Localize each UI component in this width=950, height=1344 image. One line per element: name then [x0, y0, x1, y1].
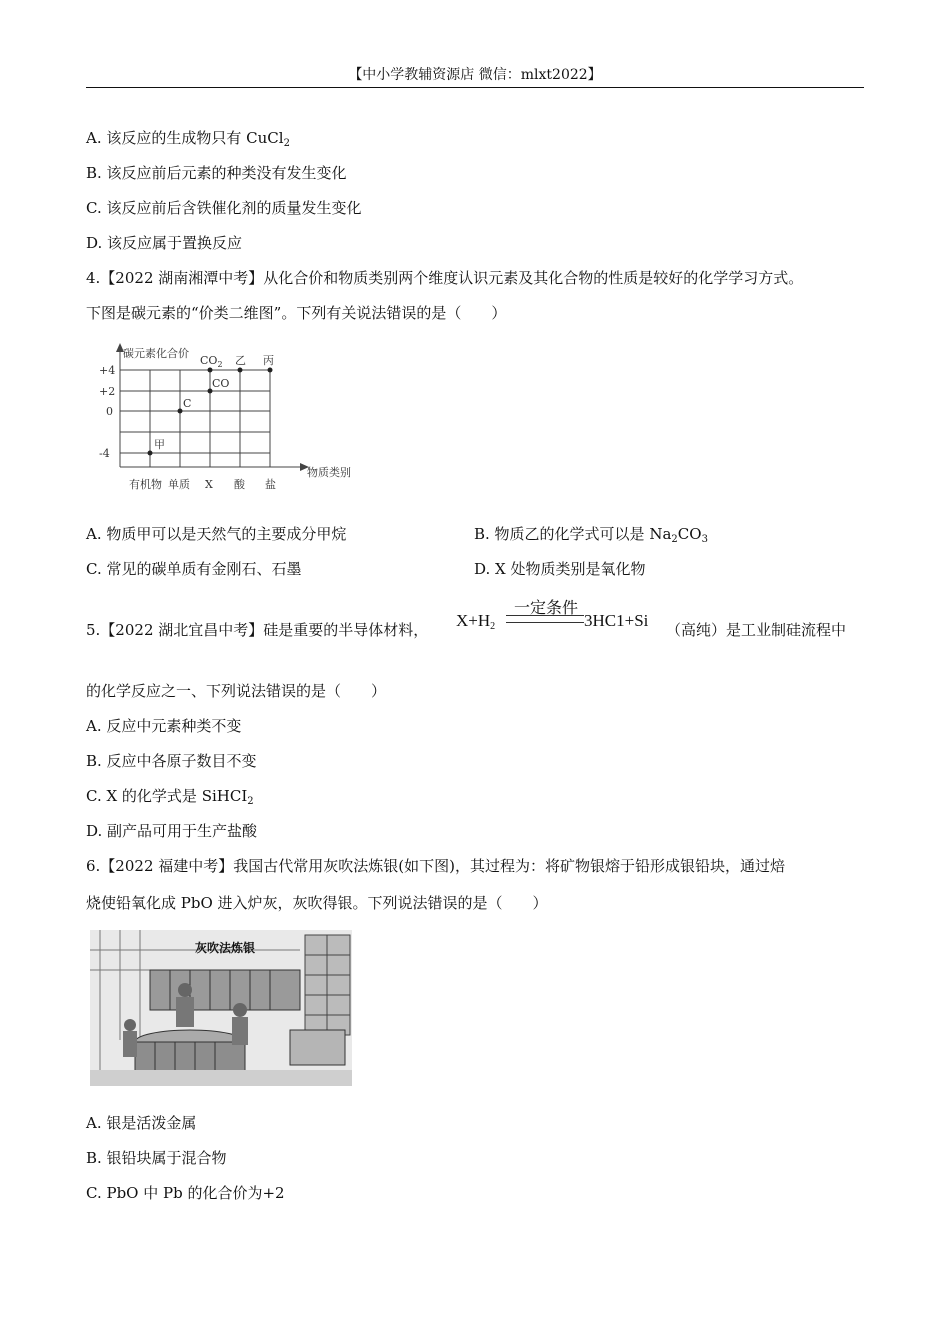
y-tick: 0 — [106, 405, 113, 418]
equation-equals — [506, 615, 584, 623]
q4-stem-line1: 4.【2022 湖南湘潭中考】从化合价和物质类别两个维度认识元素及其化合物的性质是较好的化学学习方式。 — [86, 269, 804, 287]
y-axis-label: 碳元素化合价 — [123, 347, 189, 360]
valence-category-chart — [95, 340, 375, 500]
q6-option-b: B. 银铅块属于混合物 — [86, 1149, 227, 1167]
point-c — [178, 409, 183, 414]
q3-option-a: A. 该反应的生成物只有 CuCl$_2$ — [86, 129, 290, 149]
y-tick: +2 — [99, 385, 116, 398]
equation-lhs: $X+H_2$ — [456, 611, 496, 632]
label-co: CO — [212, 377, 230, 390]
label-yi: 乙 — [235, 354, 246, 367]
q5-option-b: B. 反应中各原子数目不变 — [86, 752, 257, 770]
q6-option-c: C. PbO 中 Pb 的化合价为+2 — [86, 1184, 285, 1202]
chemical-equation — [456, 595, 666, 641]
equation-rhs: 3HC1+Si — [584, 611, 649, 630]
q5-stem-line2: 的化学反应之一、下列说法错误的是（ ） — [86, 682, 387, 700]
equation-condition: 一定条件 — [513, 600, 578, 617]
x-axis-label: 物质类别 — [307, 466, 351, 479]
q5-option-a: A. 反应中元素种类不变 — [86, 717, 242, 735]
label-c: C — [183, 397, 192, 410]
q5-option-c: C. X 的化学式是 SiHCI$_2$ — [86, 787, 254, 807]
header-divider — [86, 87, 864, 88]
label-bing: 丙 — [263, 354, 274, 367]
x-tick: X — [205, 478, 213, 491]
ash-blowing-silver-illustration — [90, 930, 352, 1086]
x-tick: 酸 — [234, 478, 245, 491]
x-tick: 单质 — [168, 478, 190, 491]
point-jia — [148, 451, 153, 456]
q6-stem-line1: 6.【2022 福建中考】我国古代常用灰吹法炼银(如下图)，其过程为：将矿物银熔于铅形成银铅块，通过焙 — [86, 857, 785, 875]
q6-stem-line2: 烧使铅氧化成 PbO 进入炉灰，灰吹得银。下列说法错误的是（ ） — [86, 894, 548, 912]
point-bing — [268, 368, 273, 373]
q3-option-b: B. 该反应前后元素的种类没有发生变化 — [86, 164, 347, 182]
q3-option-d: D. 该反应属于置换反应 — [86, 234, 243, 252]
q4-stem-line2: 下图是碳元素的“价类二维图”。下列有关说法错误的是（ ） — [86, 304, 507, 322]
illustration-title: 灰吹法炼银 — [195, 941, 256, 955]
label-co2: $CO_2$ — [200, 354, 223, 369]
label-jia: 甲 — [154, 438, 165, 451]
page-header: 【中小学教辅资源店 微信：mlxt2022】 — [348, 67, 602, 83]
point-yi — [238, 368, 243, 373]
q4-option-c: C. 常见的碳单质有金刚石、石墨 — [86, 560, 302, 578]
q5-stem-line1-end: （高纯）是工业制硅流程中 — [666, 621, 847, 639]
q3-option-c: C. 该反应前后含铁催化剂的质量发生变化 — [86, 199, 362, 217]
q5-stem-line1: 5.【2022 湖北宜昌中考】硅是重要的半导体材料， — [86, 621, 429, 639]
y-tick: -4 — [99, 447, 110, 460]
y-tick: +4 — [99, 364, 116, 377]
q4-option-b: B. 物质乙的化学式可以是 $Na_2CO_3$ — [474, 525, 708, 545]
q6-option-a: A. 银是活泼金属 — [86, 1114, 197, 1132]
x-tick: 有机物 — [129, 478, 162, 491]
q4-option-a: A. 物质甲可以是天然气的主要成分甲烷 — [86, 525, 347, 543]
point-co2 — [208, 368, 213, 373]
q5-option-d: D. 副产品可用于生产盐酸 — [86, 822, 258, 840]
q4-option-d: D. X 处物质类别是氧化物 — [474, 560, 646, 578]
x-tick: 盐 — [265, 478, 276, 491]
